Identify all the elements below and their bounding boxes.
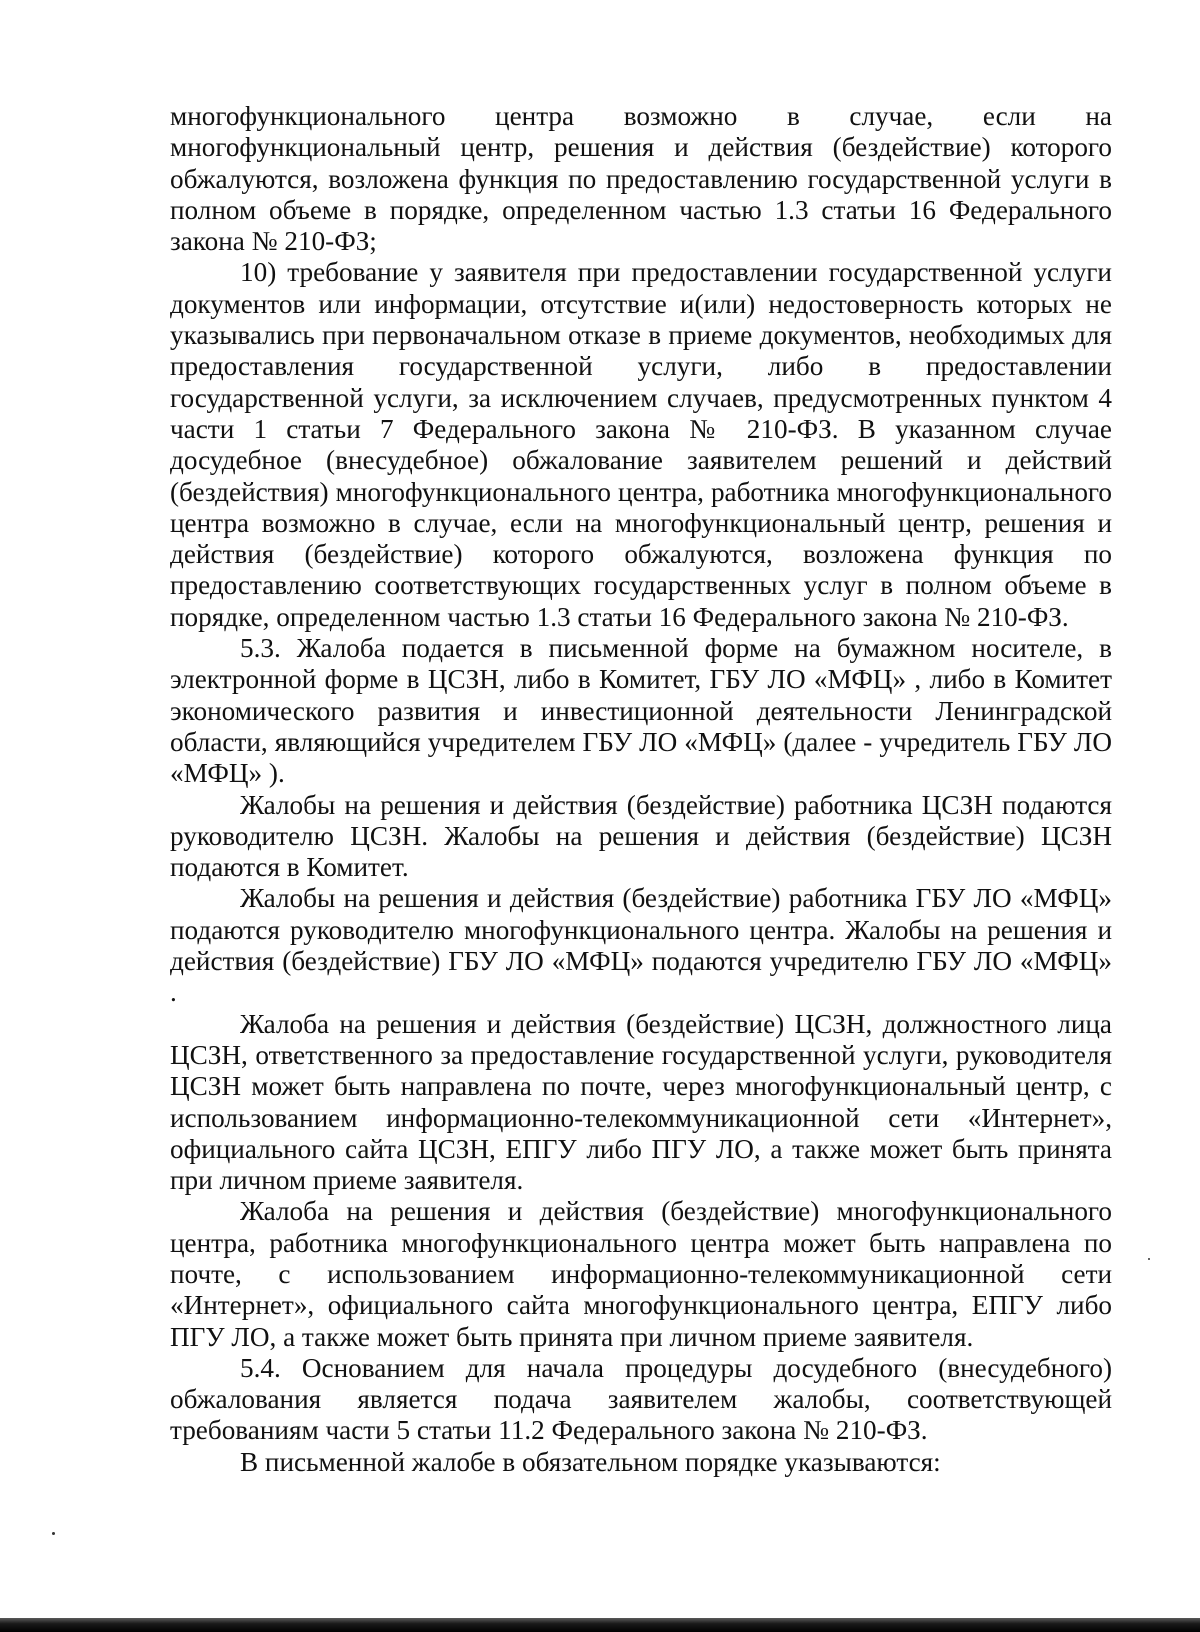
scan-speck — [52, 1532, 55, 1535]
paragraph-item-10: 10) требование у заявителя при предоставлении государственной услуги документов или информации, отсутствие и(или) недостоверность которых не указывались при первоначальном отказе в приеме документов, необходимых для предоставления государственной услуги, либо в предоставлении государственной услуги, за исключением случаев, предусмотренных пунктом 4 части 1 статьи 7 Федерального закона № 210-ФЗ. В указанном случае досудебное (внесудебное) обжалование заявителем решений и действий (бездействия) многофункционального центра, работника многофункционального центра возможно в случае, если на многофункциональный центр, решения и действия (бездействие) которого обжалуются, возложена функция по предоставлению соответствующих государственных услуг в полном объеме в порядке, определенном частью 1.3 статьи 16 Федерального закона № 210-ФЗ. — [170, 257, 1112, 632]
paragraph-complaints-mfc: Жалобы на решения и действия (бездействие) работника ГБУ ЛО «МФЦ» подаются руководителю многофункционального центра. Жалобы на решения и действия (бездействие) ГБУ ЛО «МФЦ» подаются учредителю ГБУ ЛО «МФЦ» . — [170, 883, 1112, 1008]
paragraph-5-4: 5.4. Основанием для начала процедуры досудебного (внесудебного) обжалования является подача заявителем жалобы, соответствующей требованиям части 5 статьи 11.2 Федерального закона № 210-ФЗ. — [170, 1352, 1112, 1446]
paragraph-complaint-channels-mfc: Жалоба на решения и действия (бездействие) многофункционального центра, работника многофункционального центра может быть направлена по почте, с использованием информационно-телекоммуникационной сети «Интернет», официального сайта многофункционального центра, ЕПГУ либо ПГУ ЛО, а также может быть принята при личном приеме заявителя. — [170, 1196, 1112, 1352]
paragraph-written-complaint: В письменной жалобе в обязательном порядке указываются: — [240, 1446, 941, 1477]
paragraph-5-3: 5.3. Жалоба подается в письменной форме на бумажном носителе, в электронной форме в ЦСЗН, либо в Комитет, ГБУ ЛО «МФЦ» , либо в Комитет экономического развития и инвестиционной деятельности Ленинградской области, являющийся учредителем ГБУ ЛО «МФЦ» (далее - учредитель ГБУ ЛО «МФЦ» ). — [170, 633, 1112, 789]
scan-speck — [1148, 1258, 1150, 1260]
paragraph-complaint-channels-cszn: Жалоба на решения и действия (бездействие) ЦСЗН, должностного лица ЦСЗН, ответственного за предоставление государственной услуги, руководителя ЦСЗН может быть направлена по почте, через многофункциональный центр, с использованием информационно-телекоммуникационной сети «Интернет», официального сайта ЦСЗН, ЕПГУ либо ПГУ ЛО, а также может быть принята при личном приеме заявителя. — [170, 1008, 1112, 1196]
scan-bottom-edge — [0, 1618, 1200, 1632]
paragraph-continuation: многофункционального центра возможно в случае, если на многофункциональный центр, решения и действия (бездействие) которого обжалуются, возложена функция по предоставлению государственной услуги в полном объеме в порядке, определенном частью 1.3 статьи 16 Федерального закона № 210-ФЗ; — [170, 101, 1112, 257]
paragraph-complaints-cszn: Жалобы на решения и действия (бездействие) работника ЦСЗН подаются руководителю ЦСЗН. Жалобы на решения и действия (бездействие) ЦСЗН подаются в Комитет. — [170, 789, 1112, 883]
document-body — [170, 101, 1112, 1478]
